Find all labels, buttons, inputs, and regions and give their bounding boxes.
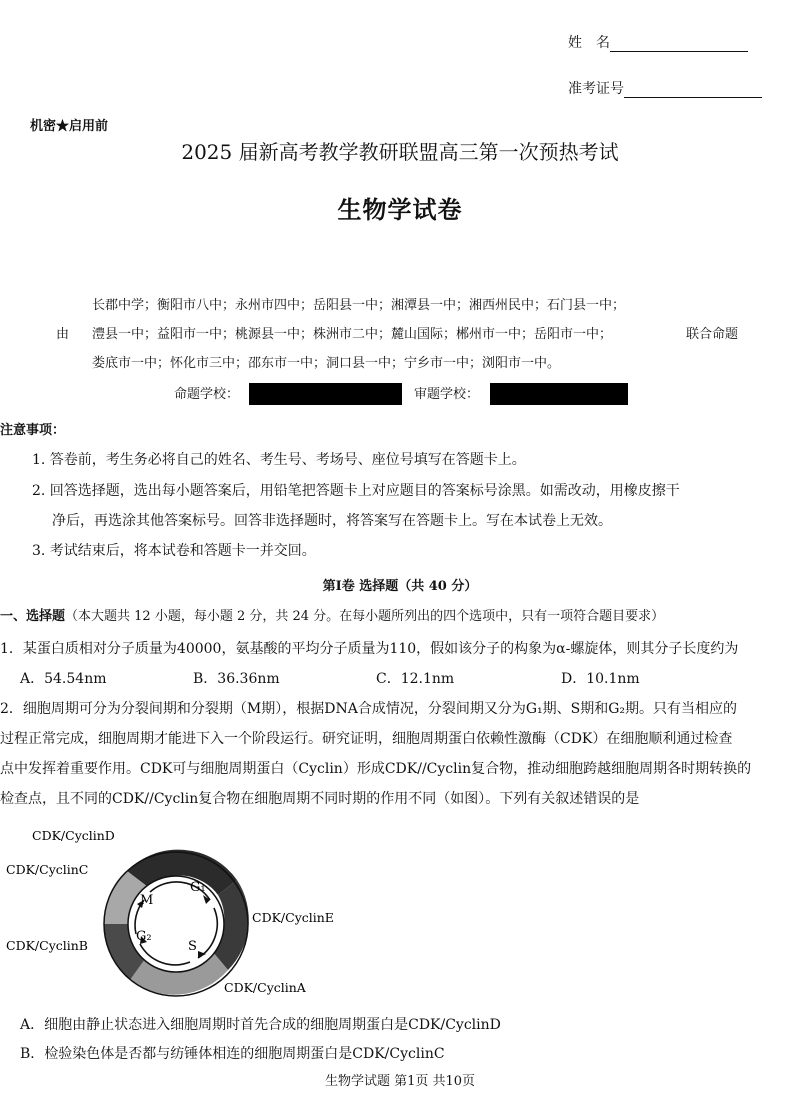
notice-item-2a: 2. 回答选择题，选出每小题答案后，用铅笔把答题卡上对应题目的答案标号涂黑。如需改动，用橡皮擦干 <box>32 483 680 499</box>
label-cyclin-b: CDK/CyclinB <box>6 938 88 953</box>
notice-item-1: 1. 答卷前，考生务必将自己的姓名、考生号、考场号、座位号填写在答题卡上。 <box>32 452 526 468</box>
q2-line-2: 过程正常完成，细胞周期才能进下入一个阶段运行。研究证明，细胞周期蛋白依赖性激酶（CDK）在细胞顺利通过检查 <box>0 731 733 747</box>
q2-option-a: A．细胞由静止状态进入细胞周期时首先合成的细胞周期蛋白是CDK/CyclinD <box>20 1017 501 1033</box>
exam-id-label: 准考证号 <box>568 81 624 97</box>
schools-line-1: 长郡中学；衡阳市八中；永州市四中；岳阳县一中；湘潭县一中；湘西州民中；石门县一中； <box>92 298 626 313</box>
schools-prefix: 由 <box>56 327 70 342</box>
redacted-make-school <box>249 383 402 405</box>
name-label: 姓 名 <box>568 35 610 51</box>
schools-line-3: 娄底市一中；怀化市三中；邵东市一中；洞口县一中；宁乡市一中；浏阳市一中。 <box>92 356 561 371</box>
phase-s: S <box>188 939 197 954</box>
notice-heading: 注意事项： <box>0 423 66 438</box>
q1-stem: 1．某蛋白质相对分子质量为40000，氨基酸的平均分子质量为110，假如该分子的构象为α-螺旋体，则其分子长度约为 <box>0 641 739 657</box>
page-footer: 生物学试题 第1页 共10页 <box>324 1074 476 1089</box>
name-field <box>568 34 748 52</box>
secret-mark: 机密★启用前 <box>30 119 109 134</box>
section-title: 第Ⅰ卷 选择题（共 40 分） <box>322 579 478 594</box>
notice-item-3: 3. 考试结束后，将本试卷和答题卡一并交回。 <box>32 543 316 559</box>
q2-line-3: 点中发挥着重要作用。CDK可与细胞周期蛋白（Cyclin）形成CDK//Cyclin复合物，推动细胞跨越细胞周期各时期转换的 <box>0 761 752 777</box>
q1-option-c: C．12.1nm <box>376 671 455 687</box>
schools-line-2: 澧县一中；益阳市一中；桃源县一中；株洲市二中；麓山国际；郴州市一中；岳阳市一中； <box>92 327 613 342</box>
review-school-label: 审题学校： <box>414 387 480 402</box>
name-underline <box>610 35 748 52</box>
q2-line-4: 检查点，且不同的CDK//Cyclin复合物在细胞周期不同时期的作用不同（如图）。下列有关叙述错误的是 <box>0 791 640 807</box>
exam-id-field <box>568 80 762 98</box>
redacted-review-school <box>490 383 628 405</box>
label-cyclin-e: CDK/CyclinE <box>252 910 334 925</box>
cell-cycle-diagram <box>0 820 360 1000</box>
make-school-label: 命题学校： <box>174 387 240 402</box>
part-one-bold: 一、选择题 <box>0 609 66 624</box>
exam-id-underline <box>624 81 762 98</box>
q1-option-b: B．36.36nm <box>193 671 280 687</box>
notice-item-2b: 净后，再选涂其他答案标号。回答非选择题时，将答案写在答题卡上。写在本试卷上无效。 <box>52 513 612 529</box>
label-cyclin-d: CDK/CyclinD <box>32 828 115 843</box>
phase-g1: G₁ <box>190 880 206 895</box>
q1-option-a: A．54.54nm <box>20 671 107 687</box>
phase-m: M <box>140 893 154 908</box>
label-cyclin-c: CDK/CyclinC <box>6 862 89 877</box>
q1-option-d: D．10.1nm <box>561 671 640 687</box>
part-one-heading <box>0 608 664 626</box>
phase-g2: G₂ <box>136 929 152 944</box>
label-cyclin-a: CDK/CyclinA <box>224 980 306 995</box>
exam-title: 2025 届新高考教学教研联盟高三第一次预热考试 <box>181 140 619 164</box>
q2-line-1: 2．细胞周期可分为分裂间期和分裂期（M期），根据DNA合成情况，分裂间期又分为G₁期、S期和G₂期。只有当相应的 <box>0 701 738 717</box>
q2-option-b: B．检验染色体是否都与纺锤体相连的细胞周期蛋白是CDK/CyclinC <box>20 1046 445 1062</box>
schools-joint: 联合命题 <box>686 327 739 342</box>
part-one-rest: （本大题共 12 小题，每小题 2 分，共 24 分。在每小题所列出的四个选项中，只有一项符合题目要求） <box>65 609 665 624</box>
cycle-ring <box>104 850 249 996</box>
subject-title: 生物学试卷 <box>337 195 463 224</box>
